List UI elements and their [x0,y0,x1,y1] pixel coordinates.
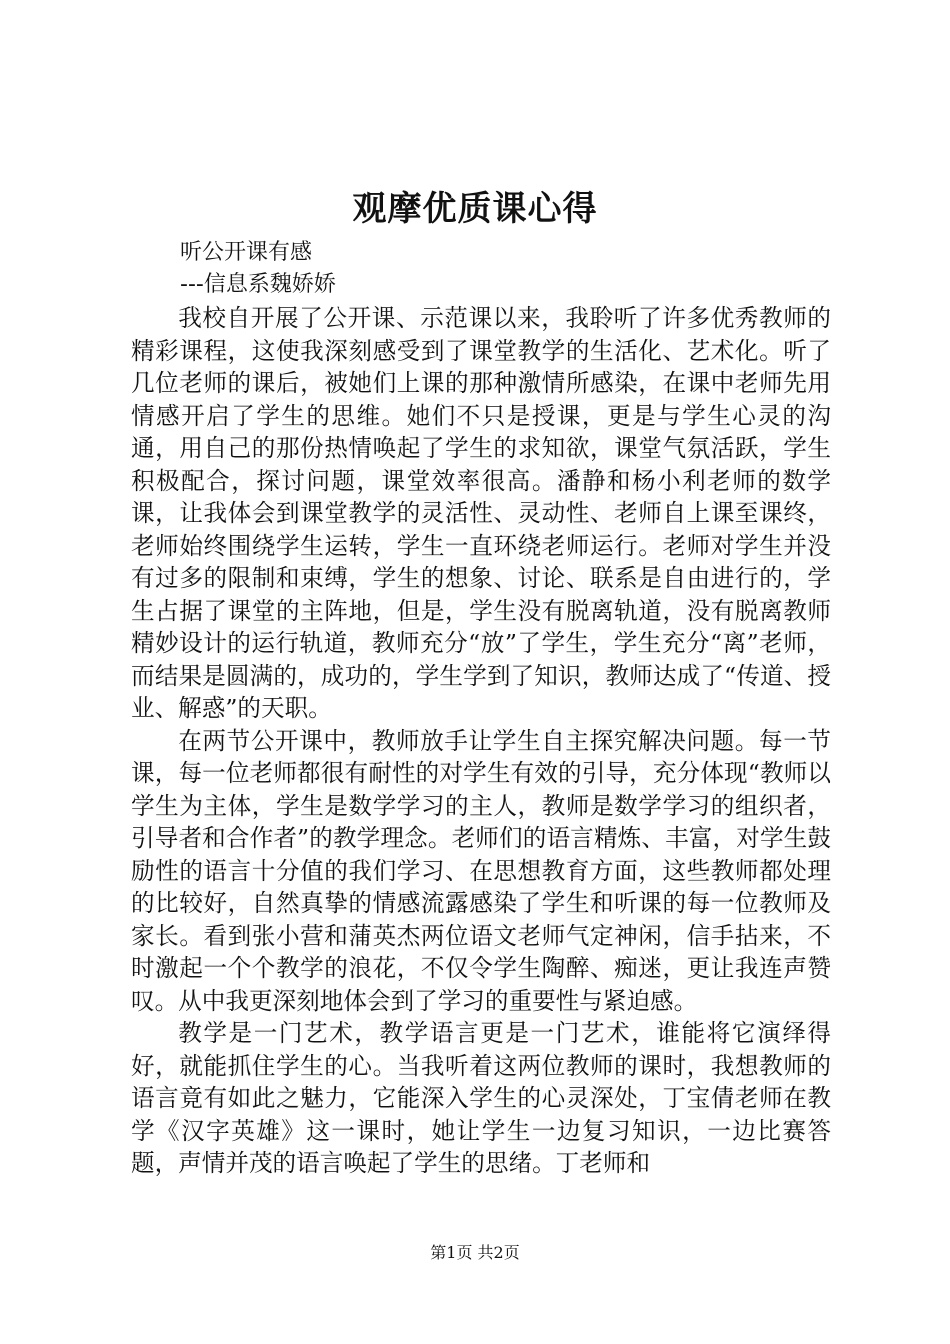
document-title: 观摩优质课心得 [352,189,598,229]
page-footer: 第1页 共2页 [430,1243,520,1262]
paragraph-1: 我校自开展了公开课、示范课以来，我聆听了许多优秀教师的精彩课程，这使我深刻感受到了课堂教学的生活化、艺术化。听了几位老师的课后，被她们上课的那种激情所感染，在课中老师先用情感开启了学生的思维。她们不只是授课，更是与学生心灵的沟通，用自己的那份热情唤起了学生的求知欲，课堂气氛活跃，学生积极配合，探讨问题，课堂效率很高。潘静和杨小利老师的数学课，让我体会到课堂教学的灵活性、灵动性、老师自上课至课终，老师始终围绕学生运转，学生一直环绕老师运行。老师对学生并没有过多的限制和束缚，学生的想象、讨论、联系是自由进行的，学生占据了课堂的主阵地，但是，学生没有脱离轨道，没有脱离教师精妙设计的运行轨道，教师充分“放”了学生，学生充分“离”老师，而结果是圆满的，成功的，学生学到了知识，教师达成了“传道、授业、解惑”的天职。 [131,304,831,722]
document-body [131,302,831,1180]
document-subtitle: 听公开课有感 [180,240,313,265]
paragraph-3: 教学是一门艺术，教学语言更是一门艺术，谁能将它演绎得好，就能抓住学生的心。当我听着这两位教师的课时，我想教师的语言竟有如此之魅力，它能深入学生的心灵深处，丁宝倩老师在教学《汉字英雄》这一课时，她让学生一边复习知识，一边比赛答题，声情并茂的语言唤起了学生的思绪。丁老师和 [131,1019,831,1177]
paragraph-2: 在两节公开课中，教师放手让学生自主探究解决问题。每一节课，每一位老师都很有耐性的对学生有效的引导，充分体现“教师以学生为主体，学生是数学学习的主人，教师是数学学习的组织者，引导者和合作者”的教学理念。老师们的语言精炼、丰富，对学生鼓励性的语言十分值的我们学习、在思想教育方面，这些教师都处理的比较好，自然真挚的情感流露感染了学生和听课的每一位教师及家长。看到张小营和蒲英杰两位语文老师气定神闲，信手拈来，不时激起一个个教学的浪花，不仅令学生陶醉、痴迷，更让我连声赞叹。从中我更深刻地体会到了学习的重要性与紧迫感。 [131,726,831,1015]
document-author: ---信息系魏娇娇 [180,272,336,297]
